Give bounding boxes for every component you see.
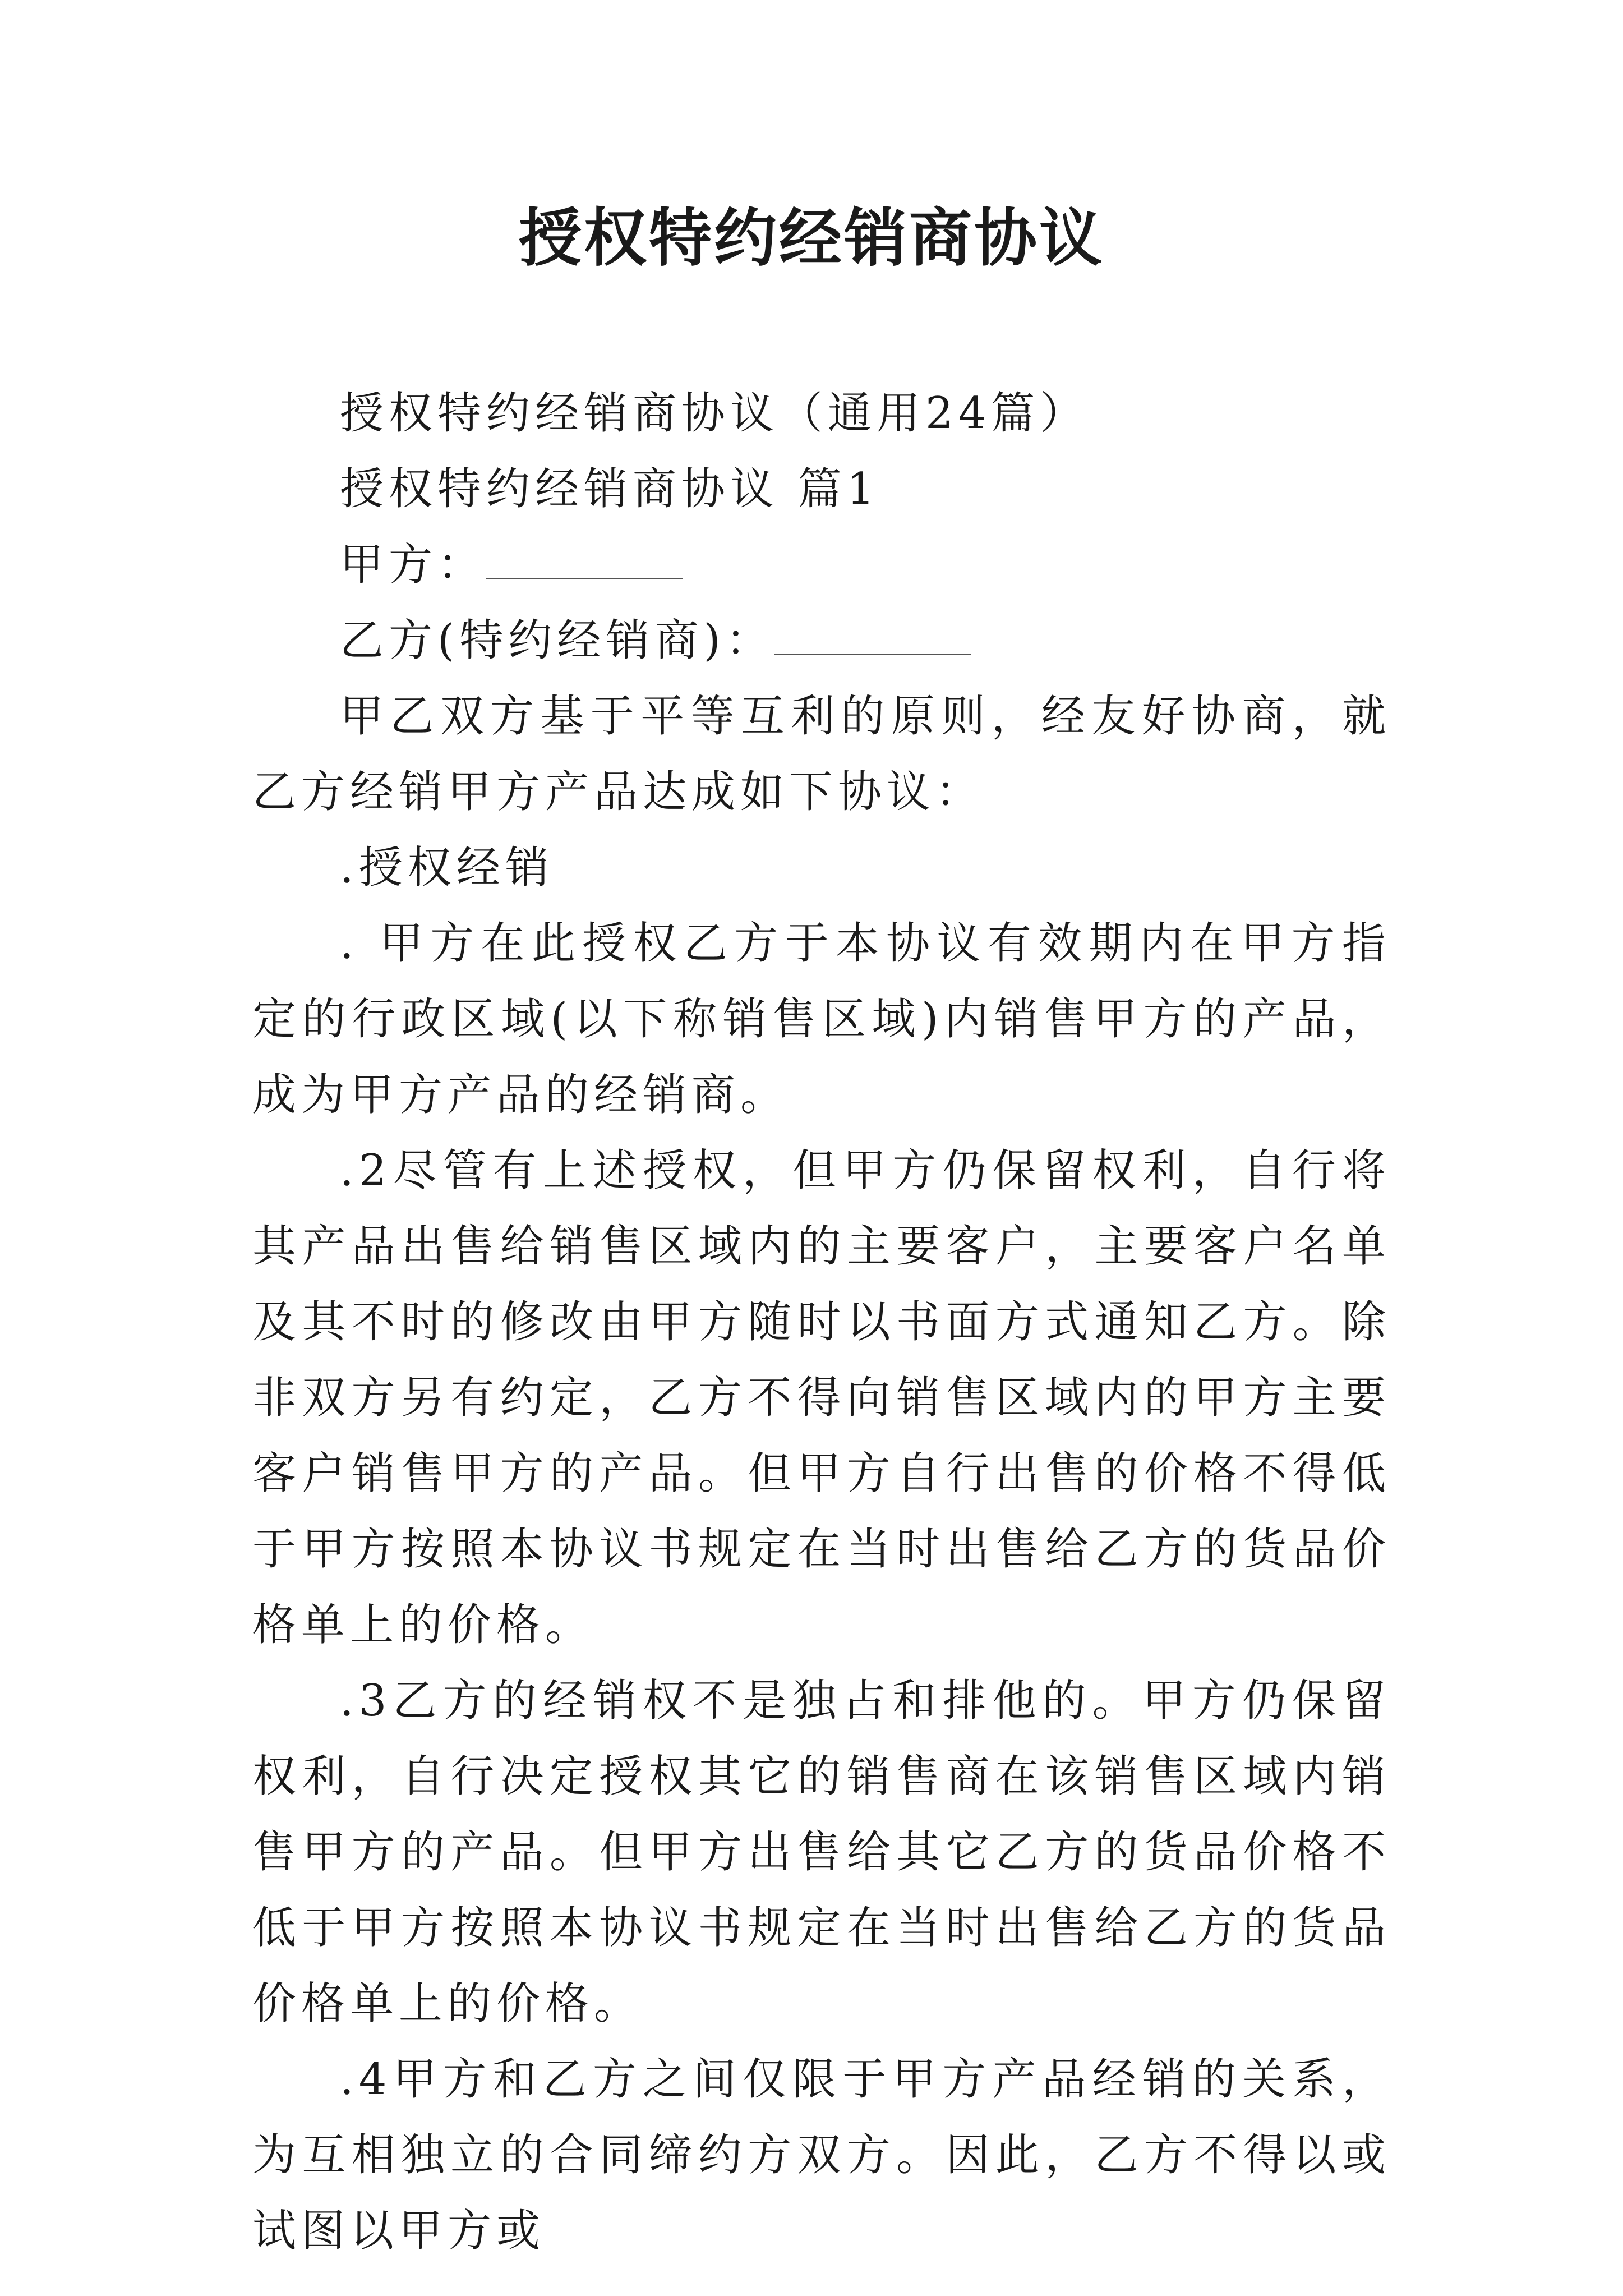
clause-3: .3乙方的经销权不是独占和排他的。甲方仍保留权利，自行决定授权其它的销售商在该销售区域内销售甲方的产品。但甲方出售给其它乙方的货品价格不低于甲方按照本协议书规定在当时出售给乙方的货品价格单上的价格。 bbox=[252, 1676, 1391, 2029]
party-b-blank bbox=[774, 609, 971, 655]
party-a-label: 甲方： bbox=[340, 540, 487, 590]
intro-paragraph: 甲乙双方基于平等互利的原则，经友好协商，就乙方经销甲方产品达成如下协议： bbox=[252, 691, 1391, 817]
section-heading: 授权特约经销商协议 篇1 bbox=[340, 464, 880, 514]
document-title: 授权特约经销商协议 bbox=[519, 202, 1104, 275]
party-a-line bbox=[252, 527, 1391, 603]
clause-4: .4甲方和乙方之间仅限于甲方产品经销的关系，为互相独立的合同缔约方双方。因此，乙方不得以或试图以甲方或 bbox=[252, 2054, 1391, 2256]
clause-2: .2尽管有上述授权，但甲方仍保留权利，自行将其产品出售给销售区域内的主要客户，主要客户名单及其不时的修改由甲方随时以书面方式通知乙方。除非双方另有约定，乙方不得向销售区域内的甲方主要客户销售甲方的产品。但甲方自行出售的价格不得低于甲方按照本协议书规定在当时出售给乙方的货品价格单上的价格。 bbox=[252, 1145, 1391, 1650]
party-b-label: 乙方(特约经销商)： bbox=[340, 615, 774, 666]
clause-heading: .授权经销 bbox=[340, 843, 554, 893]
clause-1: . 甲方在此授权乙方于本协议有效期内在甲方指定的行政区域(以下称销售区域)内销售甲方的产品，成为甲方产品的经销商。 bbox=[252, 918, 1391, 1120]
party-a-blank bbox=[486, 533, 683, 579]
subtitle: 授权特约经销商协议（通用24篇） bbox=[340, 388, 1089, 439]
document-body bbox=[252, 376, 1391, 2269]
party-b-line bbox=[252, 603, 1391, 679]
